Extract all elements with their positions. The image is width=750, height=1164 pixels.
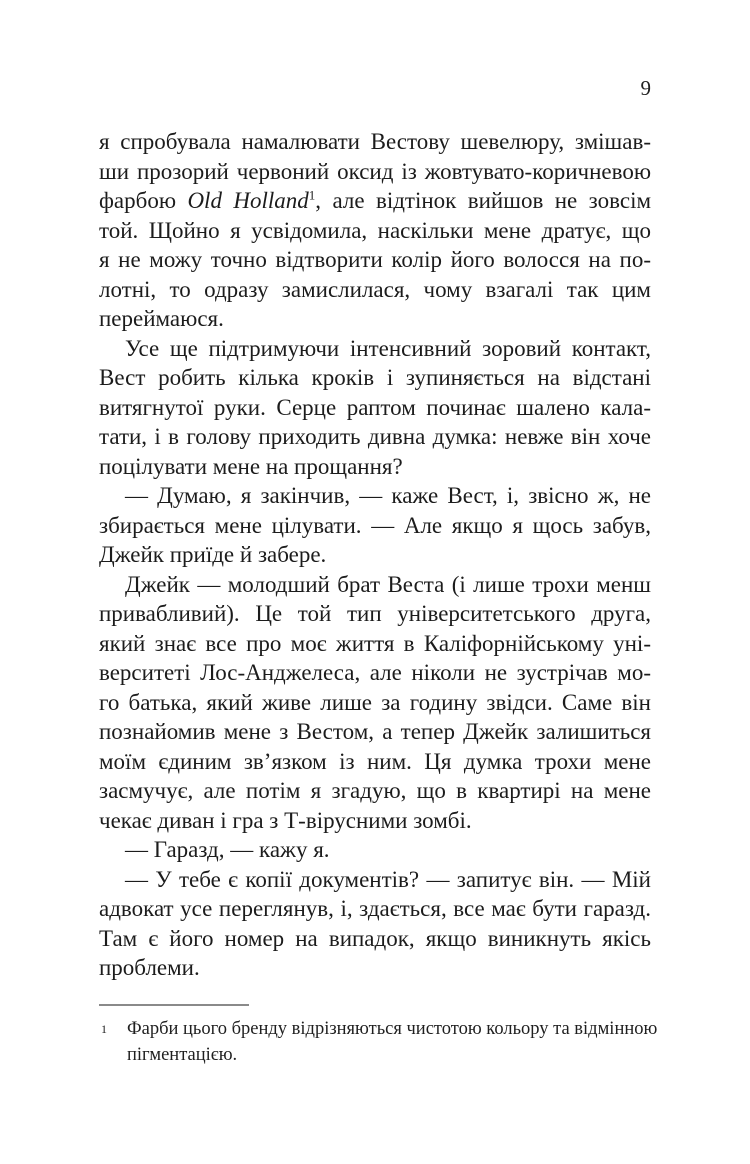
footnote-divider: [99, 1004, 249, 1006]
footnote-reference: 1: [308, 187, 316, 203]
text-line: [99, 334, 651, 364]
text-segment: поцілувати мене на прощання?: [99, 453, 403, 479]
text-line: [99, 688, 651, 718]
text-line: [99, 570, 651, 600]
paragraph: [99, 481, 651, 570]
text-segment: — У тебе є копії документів? — запитує він. — Мій: [125, 866, 651, 892]
text-line: [99, 658, 651, 688]
text-segment: ши прозорий червоний оксид із жовтувато-коричневою: [99, 158, 651, 184]
text-line: [99, 452, 651, 482]
text-segment: верситеті Лос-Анджелеса, але ніколи не зустрічав мо-: [99, 660, 651, 685]
paragraph: [99, 127, 651, 334]
text-line: [99, 806, 651, 836]
page-number: 9: [640, 76, 651, 100]
text-segment: я не можу точно відтворити колір його волосся на по-: [99, 247, 651, 272]
text-line: [99, 953, 651, 983]
text-segment: Джейк приїде й забере.: [99, 542, 327, 567]
text-line: [99, 511, 651, 541]
text-line: [99, 245, 651, 275]
text-line: [99, 924, 651, 954]
text-segment: чекає диван і гра з Т-вірусними зомбі.: [99, 807, 472, 833]
text-segment: фарбою: [99, 188, 188, 213]
text-segment: витягнутої руки. Серце раптом починає шалено кала-: [99, 394, 651, 420]
italic-text: Old Holland: [187, 188, 309, 213]
text-line: [99, 422, 651, 452]
text-segment: проблеми.: [99, 955, 200, 980]
text-segment: Джейк — молодший брат Веста (і лише трохи менш: [125, 571, 651, 597]
text-segment: , але відтінок вийшов не зовсім: [315, 188, 652, 213]
body-text: [99, 127, 651, 983]
text-segment: — Думаю, я закінчив, — каже Вест, і, звісно ж, не: [125, 483, 651, 508]
text-segment: засмучує, але потім я згадую, що в квартирі на мене: [99, 778, 651, 803]
text-segment: Усе ще підтримуючи інтенсивний зоровий контакт,: [125, 335, 651, 361]
text-line: [99, 275, 651, 305]
text-line: [99, 481, 651, 511]
text-line: [99, 157, 651, 187]
text-line: [99, 304, 651, 334]
text-line: [99, 894, 651, 924]
text-line: [99, 599, 651, 629]
text-line: [99, 363, 651, 393]
footnote-text: [127, 1016, 658, 1068]
text-segment: — Гаразд, — кажу я.: [125, 837, 330, 862]
text-segment: тати, і в голову приходить дивна думка: невже він хоче: [99, 424, 651, 449]
text-line: [99, 629, 651, 659]
text-line: [99, 127, 651, 157]
text-segment: той. Щойно я усвідомила, наскільки мене дратує, що: [99, 217, 651, 243]
text-line: [99, 776, 651, 806]
text-line: [99, 717, 651, 747]
footnote: [99, 1004, 658, 1068]
footnote-marker: 1: [101, 1022, 107, 1036]
text-segment: лотні, то одразу замислилася, чому взагалі так цим: [99, 276, 651, 302]
text-segment: переймаюся.: [99, 306, 224, 331]
text-segment: го батька, який живе лише за годину звідси. Саме він: [99, 689, 651, 715]
footnote-body: [99, 1016, 658, 1068]
paragraph: [99, 835, 651, 865]
text-line: [99, 835, 651, 865]
paragraph: [99, 570, 651, 836]
text-segment: який знає все про моє життя в Каліфорнійському уні-: [99, 630, 651, 656]
text-segment: Там є його номер на випадок, якщо виникнуть якісь: [99, 925, 651, 951]
text-segment: збирається мене цілувати. — Але якщо я щось забув,: [99, 512, 651, 538]
paragraph: [99, 334, 651, 482]
text-segment: я спробувала намалювати Вестову шевелюру, змішав-: [99, 129, 651, 154]
text-segment: моїм єдиним зв’язком із ним. Ця думка трохи мене: [99, 748, 651, 774]
footnote-line: пігментацією.: [127, 1045, 238, 1065]
text-segment: Вест робить кілька кроків і зупиняється на відстані: [99, 365, 651, 390]
text-segment: адвокат усе переглянув, і, здається, все має бути гаразд.: [99, 896, 651, 921]
text-line: [99, 747, 651, 777]
text-segment: привабливий). Це той тип університетського друга,: [99, 601, 651, 626]
text-line: [99, 186, 651, 216]
paragraph: [99, 865, 651, 983]
footnote-line: Фарби цього бренду відрізняються чистотою кольору та відмінною: [127, 1019, 658, 1039]
text-line: [99, 393, 651, 423]
text-line: [99, 865, 651, 895]
text-segment: познайомив мене з Вестом, а тепер Джейк залишиться: [99, 719, 651, 744]
text-line: [99, 540, 651, 570]
text-line: [99, 216, 651, 246]
